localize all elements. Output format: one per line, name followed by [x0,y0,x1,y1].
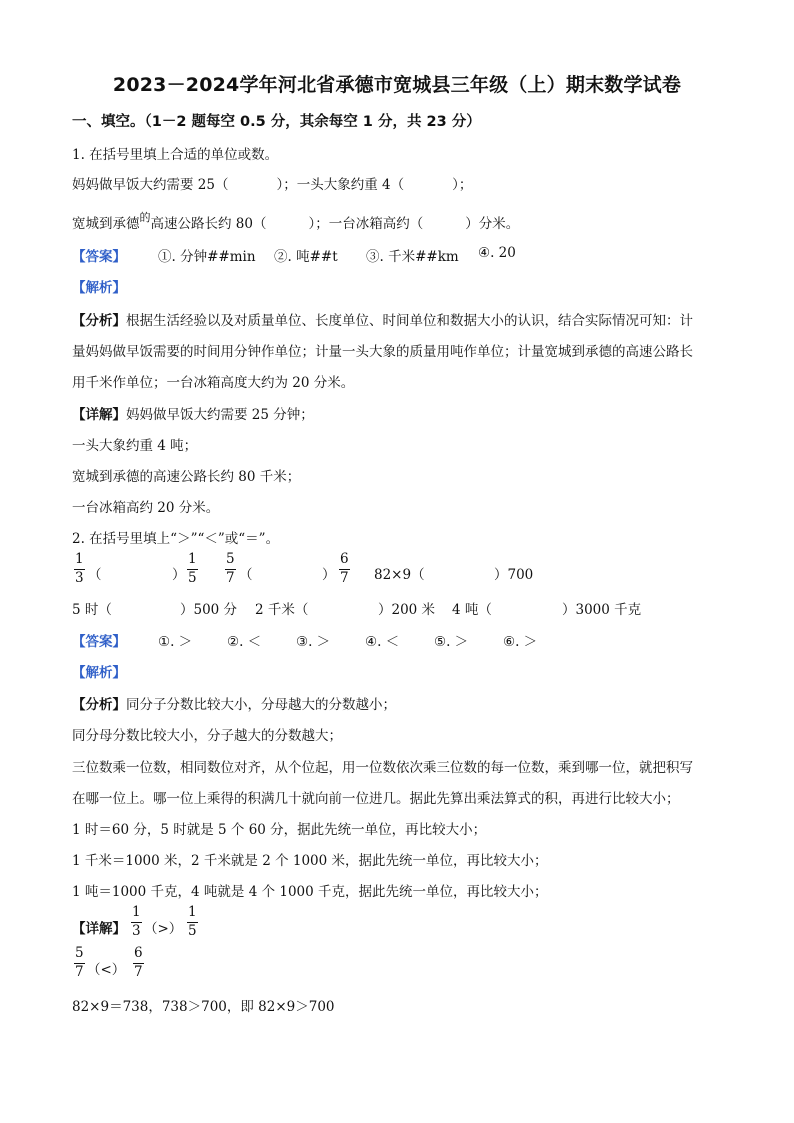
q1-line2-d: ）分米。 [465,216,520,232]
q2-fenxi-line-4: 在哪一位上。哪一位上乘得的积满几十就向前一位进几。据此先算出乘法算式的积，再进行比较大小； [72,791,680,807]
numerator: 1 [188,551,197,567]
numerator: 5 [75,945,84,961]
denominator: 7 [75,963,84,980]
comparison-op: （>） [144,921,183,937]
q1-line1-c: ）； [452,177,473,193]
q2-answer-5: ⑤. ＞ [434,634,469,650]
q2-answer-1: ①. ＞ [158,634,193,650]
denominator: 3 [75,569,84,586]
comparison-op: （<） [87,962,126,978]
xiangjie-label: 【详解】 [72,921,126,937]
q1-answer-row [72,245,126,265]
q2-fenxi-line-6: 1 千米＝1000 米，2 千米就是 2 个 1000 米，据此先统一单位，再比较大小； [72,853,548,869]
q1-line2-sup: 的 [139,211,151,224]
numerator: 1 [188,904,197,920]
q2-row2-c: 2 千米（ [255,602,309,618]
q1-xiangjie-line-3: 宽城到承德的高速公路长约 80 千米； [72,469,301,485]
q2-row2-d: ）200 米 [378,602,436,618]
q1-line2-a: 宽城到承德 [72,216,140,232]
q1-xiangjie-line-4: 一台冰箱高约 20 分米。 [72,500,220,516]
denominator: 7 [134,963,143,980]
q2-fenxi-line-1 [72,693,396,713]
q2-row2-b: ）500 分 [180,602,238,618]
fraction [131,906,142,938]
q1-line2-c: ）；一台冰箱高约（ [308,216,424,232]
fenxi-label: 【分析】 [72,697,126,713]
q2-answer-4: ④. ＜ [365,634,400,650]
q1-fenxi-line-2: 量妈妈做早饭需要的时间用分钟作单位；计量一头大象的质量用吨作单位；计量宽城到承德的高速公路长 [72,344,693,360]
q2-fenxi-line-5: 1 时＝60 分，5 时就是 5 个 60 分，据此先统一单位，再比较大小； [72,822,487,838]
q2-analysis-label: 【解析】 [72,665,126,681]
fenxi-text: 根据生活经验以及对质量单位、长度单位、时间单位和数据大小的认识，结合实际情况可知：计 [126,313,693,329]
fraction [187,553,198,585]
q1-line2 [72,212,519,232]
denominator: 3 [132,922,141,939]
q1-answer-3: ③. 千米##km [366,249,459,265]
q2-answer-3: ③. ＞ [296,634,331,650]
q2-prompt: 2. 在括号里填上“＞”“＜”或“＝”。 [72,531,280,547]
section-heading: 一、填空。（1－2 题每空 0.5 分，其余每空 1 分，共 23 分） [72,114,481,130]
q1-line2-b: 高速公路长约 80（ [150,216,267,232]
numerator: 6 [134,945,143,961]
fraction [339,553,350,585]
numerator: 5 [226,551,235,567]
q2-row2-f: ）3000 千克 [562,602,642,618]
page-title: 2023－2024学年河北省承德市宽城县三年级（上）期末数学试卷 [112,74,682,96]
denominator: 5 [188,569,197,586]
xiangjie-label: 【详解】 [72,407,126,423]
q2-row2-e: 4 吨（ [452,602,492,618]
q1-line1 [72,173,472,193]
q1-fenxi-line-3: 用千米作单位；一台冰箱高度大约为 20 分米。 [72,375,355,391]
denominator: 7 [340,569,349,586]
q1-prompt: 1. 在括号里填上合适的单位或数。 [72,147,279,163]
open-paren: （ [239,567,253,583]
q2-answer-2: ②. ＜ [227,634,262,650]
open-paren: （ [88,567,102,583]
q2-row2-a: 5 时（ [72,602,112,618]
q1-line1-a: 妈妈做早饭大约需要 25（ [72,177,229,193]
q1-xiangjie-line-1 [72,403,314,423]
q2-fenxi-line-2: 同分母分数比较大小，分子越大的分数越大； [72,728,342,744]
q1-answer-4: ④. 20 [478,245,516,261]
fraction [133,947,144,979]
denominator: 5 [188,922,197,939]
q1-line1-b: ）；一头大象约重 4（ [276,177,405,193]
denominator: 7 [226,569,235,586]
numerator: 6 [340,551,349,567]
answer-label: 【答案】 [72,249,126,265]
numerator: 1 [75,551,84,567]
close-paren: ） [322,567,336,583]
q1-fenxi-line-1 [72,309,693,329]
close-paren: ） [172,567,186,583]
fenxi-label: 【分析】 [72,313,126,329]
q1-answer-2: ②. 吨##t [274,249,338,265]
q2-fenxi-line-3: 三位数乘一位数，相同数位对齐，从个位起，用一位数依次乘三位数的每一位数，乘到哪一位，就把积写 [72,760,693,776]
numerator: 1 [132,904,141,920]
fenxi-text: 同分子分数比较大小，分母越大的分数越小； [126,697,396,713]
q2-fenxi-line-7: 1 吨＝1000 千克，4 吨就是 4 个 1000 千克，据此先统一单位，再比较大小； [72,884,548,900]
xiangjie-text: 妈妈做早饭大约需要 25 分钟； [126,407,314,423]
q1-xiangjie-line-2: 一头大象约重 4 吨； [72,438,198,454]
fraction [187,906,198,938]
answer-label: 【答案】 [72,634,126,650]
q2-detail-3: 82×9＝738，738＞700，即 82×9＞700 [72,999,335,1015]
q2-answer-row [72,630,126,650]
q2-expr: 82×9（ [374,567,425,583]
fraction [74,553,85,585]
q2-answer-6: ⑥. ＞ [503,634,538,650]
q2-expr-end: ）700 [494,567,534,583]
fraction [74,947,85,979]
fraction [225,553,236,585]
q1-analysis-label: 【解析】 [72,280,126,296]
q1-answer-1: ①. 分钟##min [158,249,256,265]
